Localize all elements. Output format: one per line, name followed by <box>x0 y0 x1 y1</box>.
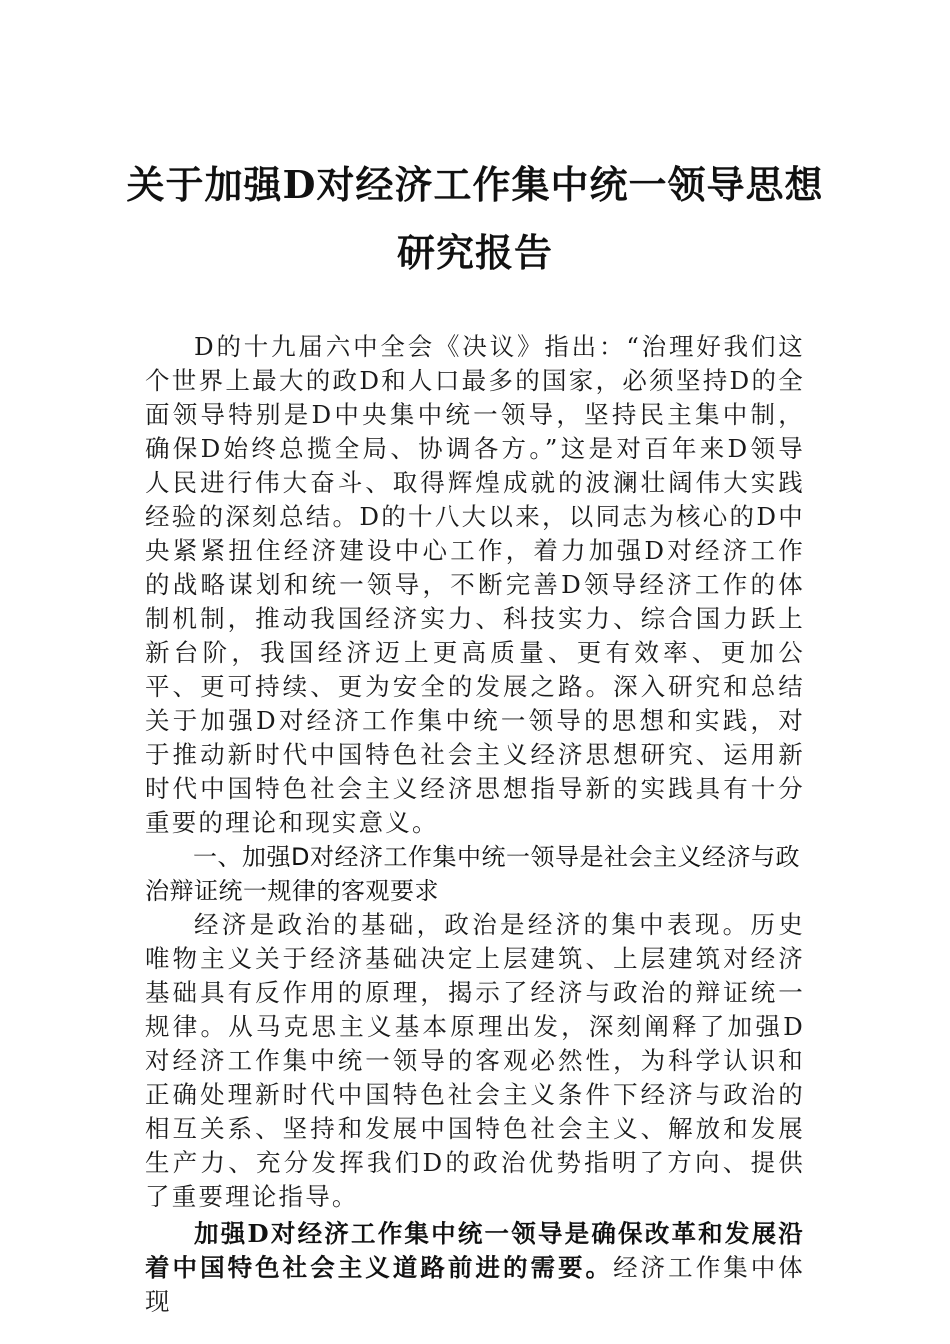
section-1-paragraph-2 <box>145 1217 805 1319</box>
section-1-paragraph: 经济是政治的基础，政治是经济的集中表现。历史唯物主义关于经济基础决定上层建筑、上层建筑对经济基础具有反作用的原理，揭示了经济与政治的辩证统一规律。从马克思主义基本原理出发，深刻阐释了加强D对经济工作集中统一领导的客观必然性，为科学认识和正确处理新时代中国特色社会主义条件下经济与政治的相互关系、坚持和发展中国特色社会主义、解放和发展生产力、充分发挥我们D的政治优势指明了方向、提供了重要理论指导。 <box>145 910 805 1211</box>
document-title-line-2: 研究报告 <box>396 230 553 275</box>
paragraph-bold-lead: 加强D对经济工作集中统一领导是确保改革和发展沿着中国特色社会主义道路前进的需要。 <box>145 1219 805 1282</box>
document-title-line-1: 关于加强D对经济工作集中统一领导思想 <box>126 162 824 207</box>
intro-paragraph: D的十九届六中全会《决议》指出：“治理好我们这个世界上最大的政D和人口最多的国家，必须坚持D的全面领导特别是D中央集中统一领导，坚持民主集中制，确保D始终总揽全局、协调各方。”这是对百年来D领导人民进行伟大奋斗、取得辉煌成就的波澜壮阔伟大实践经验的深刻总结。D的十八大以来，以同志为核心的D中央紧紧扭住经济建设中心工作，着力加强D对经济工作的战略谋划和统一领导，不断完善D领导经济工作的体制机制，推动我国经济实力、科技实力、综合国力跃上新台阶，我国经济迈上更高质量、更有效率、更加公平、更可持续、更为安全的发展之路。深入研究和总结关于加强D对经济工作集中统一领导的思想和实践，对于推动新时代中国特色社会主义经济思想研究、运用新时代中国特色社会主义经济思想指导新的实践具有十分重要的理论和现实意义。 <box>145 332 805 837</box>
paragraph-continuation: 经济工作集中体现 <box>145 1253 805 1316</box>
section-heading-1: 一、加强D对经济工作集中统一领导是社会主义经济与政治辩证统一规律的客观要求 <box>145 843 800 905</box>
document-body <box>145 330 805 1319</box>
